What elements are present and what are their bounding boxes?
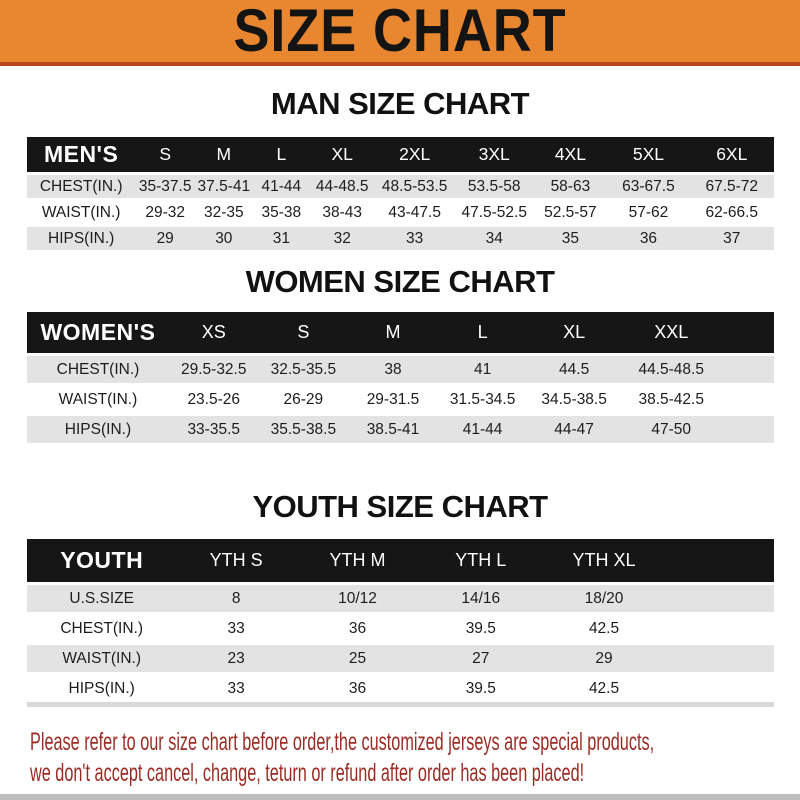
table-row bbox=[27, 612, 774, 642]
row-label: WAIST(IN.) bbox=[27, 198, 135, 224]
table-row bbox=[27, 413, 774, 443]
table-cell: 32 bbox=[310, 224, 374, 250]
row-label: CHEST(IN.) bbox=[27, 612, 176, 642]
row-label: HIPS(IN.) bbox=[27, 224, 135, 250]
table-cell: 33 bbox=[374, 224, 455, 250]
table-cell: 8 bbox=[176, 582, 296, 612]
table-cell: 29 bbox=[135, 224, 195, 250]
table-cell: 10/12 bbox=[296, 582, 419, 612]
footer-note-line-2: we don't accept cancel, change, teturn or refund after order has been placed! bbox=[30, 759, 585, 787]
section-heading: WOMEN SIZE CHART bbox=[245, 264, 555, 299]
table-cell: 47-50 bbox=[621, 413, 722, 443]
section-youth bbox=[0, 489, 800, 707]
table-header-label: MEN'S bbox=[27, 137, 135, 172]
table-cell: 33 bbox=[176, 672, 296, 702]
column-header: M bbox=[195, 137, 253, 172]
row-label: WAIST(IN.) bbox=[27, 383, 169, 413]
column-header: L bbox=[438, 312, 528, 353]
row-label: HIPS(IN.) bbox=[27, 672, 176, 702]
table-cell: 32-35 bbox=[195, 198, 253, 224]
table-cell: 25 bbox=[296, 642, 419, 672]
table-cell: 31 bbox=[253, 224, 311, 250]
table-cell: 29 bbox=[542, 642, 665, 672]
table-cell: 39.5 bbox=[419, 612, 542, 642]
table-cell: 32.5-35.5 bbox=[259, 353, 349, 383]
table-row bbox=[27, 224, 774, 250]
size-chart-banner bbox=[0, 0, 800, 66]
table-cell: 34.5-38.5 bbox=[527, 383, 620, 413]
column-header: YTH M bbox=[296, 539, 419, 582]
table-cell: 42.5 bbox=[542, 672, 665, 702]
column-header: YTH S bbox=[176, 539, 296, 582]
table-cell: 44-48.5 bbox=[310, 172, 374, 198]
table-header-row bbox=[27, 312, 774, 353]
column-header: S bbox=[259, 312, 349, 353]
table-cell: 58-63 bbox=[533, 172, 607, 198]
cell-spacer bbox=[666, 672, 774, 702]
row-label: CHEST(IN.) bbox=[27, 353, 169, 383]
table-cell: 38-43 bbox=[310, 198, 374, 224]
size-table bbox=[27, 137, 774, 250]
table-cell: 29.5-32.5 bbox=[169, 353, 259, 383]
section-women bbox=[0, 264, 800, 443]
table-cell: 38.5-42.5 bbox=[621, 383, 722, 413]
row-label: U.S.SIZE bbox=[27, 582, 176, 612]
table-row bbox=[27, 672, 774, 702]
size-chart-body bbox=[0, 86, 800, 707]
table-cell: 29-31.5 bbox=[348, 383, 438, 413]
table-row bbox=[27, 172, 774, 198]
table-row bbox=[27, 198, 774, 224]
column-header: XL bbox=[310, 137, 374, 172]
section-heading: YOUTH SIZE CHART bbox=[252, 489, 548, 524]
table-cell: 33-35.5 bbox=[169, 413, 259, 443]
table-cell: 29-32 bbox=[135, 198, 195, 224]
table-cell: 57-62 bbox=[607, 198, 689, 224]
column-header: YTH XL bbox=[542, 539, 665, 582]
table-cell: 44-47 bbox=[527, 413, 620, 443]
table-cell: 67.5-72 bbox=[690, 172, 774, 198]
cell-spacer bbox=[722, 353, 774, 383]
column-header: 3XL bbox=[455, 137, 533, 172]
cell-spacer bbox=[666, 612, 774, 642]
cell-spacer bbox=[666, 582, 774, 612]
table-cell: 31.5-34.5 bbox=[438, 383, 528, 413]
size-table bbox=[27, 312, 774, 443]
table-row bbox=[27, 383, 774, 413]
column-header: YTH L bbox=[419, 539, 542, 582]
column-header: 4XL bbox=[533, 137, 607, 172]
footer-note bbox=[0, 727, 800, 789]
table-cell: 30 bbox=[195, 224, 253, 250]
table-header-row bbox=[27, 539, 774, 582]
cell-spacer bbox=[666, 642, 774, 672]
table-header-label: YOUTH bbox=[27, 539, 176, 582]
table-cell: 62-66.5 bbox=[690, 198, 774, 224]
table-cell: 52.5-57 bbox=[533, 198, 607, 224]
section-heading: MAN SIZE CHART bbox=[270, 86, 530, 121]
table-cell: 14/16 bbox=[419, 582, 542, 612]
row-label: WAIST(IN.) bbox=[27, 642, 176, 672]
table-cell: 41-44 bbox=[253, 172, 311, 198]
table-cell: 35.5-38.5 bbox=[259, 413, 349, 443]
table-cell: 18/20 bbox=[542, 582, 665, 612]
table-cell: 44.5 bbox=[527, 353, 620, 383]
table-cell: 48.5-53.5 bbox=[374, 172, 455, 198]
table-cell: 35 bbox=[533, 224, 607, 250]
row-label: HIPS(IN.) bbox=[27, 413, 169, 443]
table-cell: 36 bbox=[607, 224, 689, 250]
size-table bbox=[27, 539, 774, 707]
table-cell: 53.5-58 bbox=[455, 172, 533, 198]
table-row bbox=[27, 642, 774, 672]
header-spacer bbox=[666, 539, 774, 582]
table-cell: 35-37.5 bbox=[135, 172, 195, 198]
column-header: 6XL bbox=[690, 137, 774, 172]
cell-spacer bbox=[722, 383, 774, 413]
row-label: CHEST(IN.) bbox=[27, 172, 135, 198]
section-men bbox=[0, 86, 800, 250]
table-header-label: WOMEN'S bbox=[27, 312, 169, 353]
table-cell: 47.5-52.5 bbox=[455, 198, 533, 224]
table-cell: 37.5-41 bbox=[195, 172, 253, 198]
table-cell: 38.5-41 bbox=[348, 413, 438, 443]
page-bottom-edge bbox=[0, 794, 800, 800]
table-cell: 41 bbox=[438, 353, 528, 383]
table-cell: 34 bbox=[455, 224, 533, 250]
column-header: XL bbox=[527, 312, 620, 353]
table-cell: 38 bbox=[348, 353, 438, 383]
table-cell: 37 bbox=[690, 224, 774, 250]
table-cell: 33 bbox=[176, 612, 296, 642]
column-header: XS bbox=[169, 312, 259, 353]
table-cell: 36 bbox=[296, 672, 419, 702]
table-row bbox=[27, 582, 774, 612]
header-spacer bbox=[722, 312, 774, 353]
column-header: 5XL bbox=[607, 137, 689, 172]
banner-title: SIZE CHART bbox=[233, 0, 567, 64]
cell-spacer bbox=[722, 413, 774, 443]
column-header: 2XL bbox=[374, 137, 455, 172]
table-cell: 63-67.5 bbox=[607, 172, 689, 198]
table-cell: 43-47.5 bbox=[374, 198, 455, 224]
column-header: S bbox=[135, 137, 195, 172]
table-cell: 23 bbox=[176, 642, 296, 672]
table-cell: 44.5-48.5 bbox=[621, 353, 722, 383]
footer-note-line-1: Please refer to our size chart before order,the customized jerseys are special products, bbox=[30, 728, 655, 756]
column-header: M bbox=[348, 312, 438, 353]
table-cell: 35-38 bbox=[253, 198, 311, 224]
table-cell: 41-44 bbox=[438, 413, 528, 443]
table-cell: 39.5 bbox=[419, 672, 542, 702]
table-header-row bbox=[27, 137, 774, 172]
column-header: L bbox=[253, 137, 311, 172]
table-row bbox=[27, 353, 774, 383]
table-cell: 27 bbox=[419, 642, 542, 672]
column-header: XXL bbox=[621, 312, 722, 353]
table-cell: 23.5-26 bbox=[169, 383, 259, 413]
table-cell: 36 bbox=[296, 612, 419, 642]
table-cell: 42.5 bbox=[542, 612, 665, 642]
table-cell: 26-29 bbox=[259, 383, 349, 413]
